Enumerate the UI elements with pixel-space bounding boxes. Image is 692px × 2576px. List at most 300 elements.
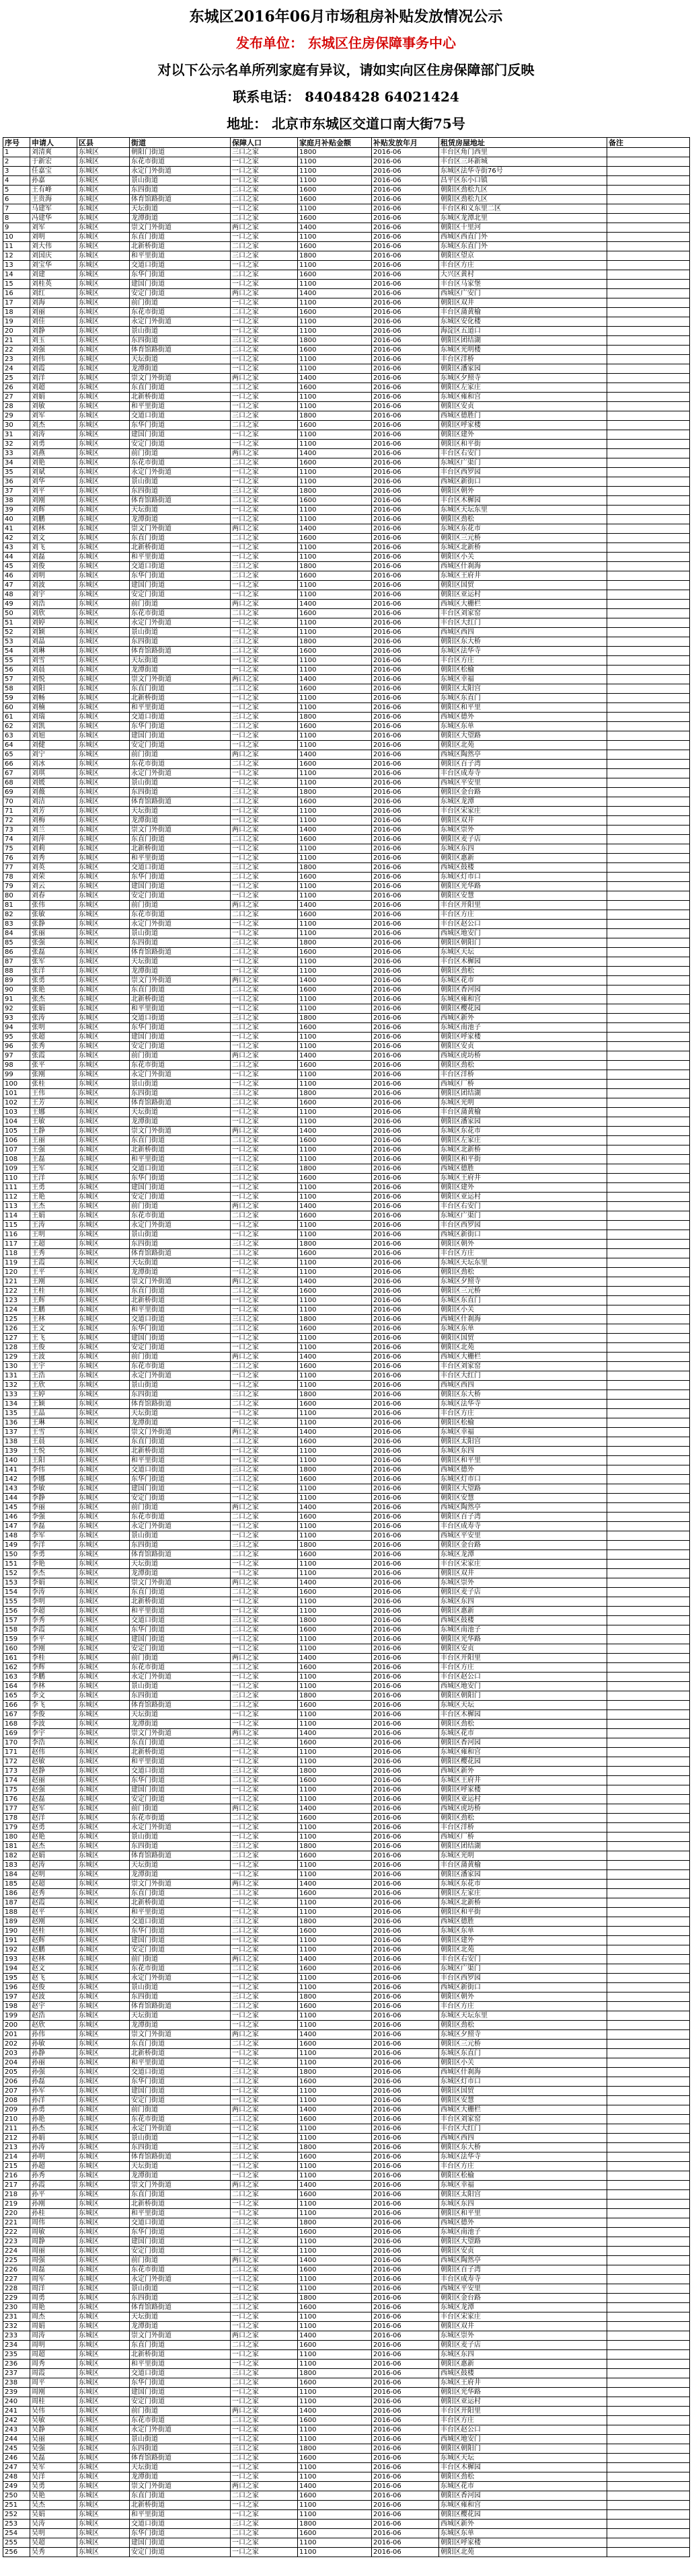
cell-household-size: 一口之家 — [231, 1983, 298, 1993]
cell-street: 前门街道 — [130, 1804, 231, 1814]
cell-applicant: 张伟 — [30, 901, 77, 910]
cell-remarks — [607, 2538, 690, 2548]
table-row — [3, 1456, 690, 1465]
cell-index: 137 — [3, 1428, 30, 1437]
cell-household-size: 一口之家 — [231, 2322, 298, 2331]
table-row — [3, 233, 690, 242]
cell-monthly-subsidy: 1800 — [298, 1465, 372, 1475]
address-label: 地址： — [227, 116, 268, 132]
cell-household-size: 二口之家 — [231, 2378, 298, 2388]
cell-household-size: 一口之家 — [231, 957, 298, 967]
cell-rental-address: 丰台区开阳里 — [439, 901, 607, 910]
cell-district: 东城区 — [77, 2190, 130, 2200]
cell-payment-month: 2016-06 — [372, 1616, 439, 1625]
cell-index: 249 — [3, 2482, 30, 2491]
cell-street: 交道口街道 — [130, 261, 231, 270]
cell-payment-month: 2016-06 — [372, 440, 439, 449]
cell-applicant: 周磊 — [30, 2265, 77, 2275]
table-row — [3, 1268, 690, 1277]
cell-street: 龙潭街道 — [130, 1117, 231, 1127]
cell-street: 崇文门外街道 — [130, 223, 231, 233]
table-row — [3, 722, 690, 731]
cell-remarks — [607, 1193, 690, 1202]
table-row — [3, 534, 690, 543]
cell-district: 东城区 — [77, 1484, 130, 1494]
cell-index: 198 — [3, 2002, 30, 2011]
cell-rental-address: 朝阳区小关 — [439, 1305, 607, 1315]
cell-district: 东城区 — [77, 2247, 130, 2256]
cell-household-size: 一口之家 — [231, 327, 298, 336]
cell-monthly-subsidy: 1800 — [298, 1691, 372, 1701]
table-row — [3, 317, 690, 327]
cell-rental-address: 西城区鼓楼 — [439, 863, 607, 873]
cell-payment-month: 2016-06 — [372, 2265, 439, 2275]
cell-payment-month: 2016-06 — [372, 2510, 439, 2520]
cell-remarks — [607, 1738, 690, 1748]
cell-street: 永定门外街道 — [130, 618, 231, 628]
cell-payment-month: 2016-06 — [372, 2350, 439, 2360]
cell-household-size: 三口之家 — [231, 2143, 298, 2152]
cell-household-size: 一口之家 — [231, 543, 298, 553]
cell-remarks — [607, 713, 690, 722]
cell-applicant: 刘秀 — [30, 854, 77, 863]
cell-applicant: 王超 — [30, 1240, 77, 1249]
cell-index: 34 — [3, 458, 30, 468]
cell-street: 建国门街道 — [130, 280, 231, 289]
table-row — [3, 1494, 690, 1503]
cell-payment-month: 2016-06 — [372, 1080, 439, 1089]
cell-district: 东城区 — [77, 929, 130, 938]
cell-applicant: 刘军 — [30, 223, 77, 233]
cell-street: 东直门街道 — [130, 2491, 231, 2501]
cell-monthly-subsidy: 1800 — [298, 1541, 372, 1550]
cell-monthly-subsidy: 1100 — [298, 844, 372, 854]
cell-applicant: 周涛 — [30, 2331, 77, 2341]
cell-monthly-subsidy: 1100 — [298, 2134, 372, 2143]
cell-payment-month: 2016-06 — [372, 148, 439, 157]
table-row — [3, 336, 690, 346]
cell-household-size: 一口之家 — [231, 1682, 298, 1691]
cell-index: 112 — [3, 1193, 30, 1202]
table-row — [3, 1964, 690, 1974]
table-row — [3, 1814, 690, 1823]
table-row — [3, 1644, 690, 1654]
cell-applicant: 李丽 — [30, 1503, 77, 1513]
cell-applicant: 李伟 — [30, 1465, 77, 1475]
cell-applicant: 刘凯 — [30, 722, 77, 731]
cell-payment-month: 2016-06 — [372, 873, 439, 882]
cell-district: 东城区 — [77, 2021, 130, 2030]
cell-monthly-subsidy: 1100 — [298, 1945, 372, 1955]
cell-household-size: 二口之家 — [231, 2416, 298, 2425]
cell-applicant: 刘英 — [30, 863, 77, 873]
table-row — [3, 637, 690, 647]
cell-district: 东城区 — [77, 1343, 130, 1353]
cell-district: 东城区 — [77, 1889, 130, 1898]
cell-rental-address: 朝阳区和平街 — [439, 1908, 607, 1917]
cell-street: 前门街道 — [130, 298, 231, 308]
cell-district: 东城区 — [77, 1221, 130, 1230]
cell-district: 东城区 — [77, 2209, 130, 2218]
cell-rental-address: 朝阳区樱花园 — [439, 1004, 607, 1014]
cell-household-size: 一口之家 — [231, 1861, 298, 1870]
cell-remarks — [607, 2520, 690, 2529]
cell-monthly-subsidy: 1100 — [298, 167, 372, 176]
cell-district: 东城区 — [77, 703, 130, 713]
cell-district: 东城区 — [77, 2275, 130, 2284]
cell-monthly-subsidy: 1600 — [298, 346, 372, 355]
cell-applicant: 刘军 — [30, 411, 77, 421]
cell-remarks — [607, 760, 690, 769]
cell-street: 东四街道 — [130, 1993, 231, 2002]
cell-applicant: 刘涛 — [30, 430, 77, 440]
cell-remarks — [607, 1936, 690, 1945]
cell-payment-month: 2016-06 — [372, 1409, 439, 1418]
cell-rental-address: 东城区天坛 — [439, 948, 607, 957]
cell-index: 219 — [3, 2200, 30, 2209]
cell-household-size: 三口之家 — [231, 251, 298, 261]
cell-district: 东城区 — [77, 1494, 130, 1503]
cell-payment-month: 2016-06 — [372, 289, 439, 298]
table-row — [3, 2218, 690, 2228]
cell-household-size: 一口之家 — [231, 1597, 298, 1607]
cell-monthly-subsidy: 1600 — [298, 1964, 372, 1974]
cell-applicant: 刘强 — [30, 346, 77, 355]
cell-index: 61 — [3, 713, 30, 722]
cell-street: 前门街道 — [130, 1353, 231, 1362]
cell-rental-address: 东城区花市 — [439, 2482, 607, 2491]
cell-household-size: 一口之家 — [231, 2397, 298, 2407]
cell-street: 交道口街道 — [130, 2068, 231, 2077]
cell-monthly-subsidy: 1800 — [298, 1767, 372, 1776]
cell-street: 崇文门外街道 — [130, 2331, 231, 2341]
table-row — [3, 995, 690, 1004]
cell-district: 东城区 — [77, 1334, 130, 1343]
table-row — [3, 1729, 690, 1738]
cell-district: 东城区 — [77, 844, 130, 854]
table-row — [3, 1993, 690, 2002]
cell-payment-month: 2016-06 — [372, 1927, 439, 1936]
cell-household-size: 一口之家 — [231, 816, 298, 826]
cell-district: 东城区 — [77, 1051, 130, 1061]
cell-street: 交道口街道 — [130, 1767, 231, 1776]
cell-district: 东城区 — [77, 1127, 130, 1136]
cell-monthly-subsidy: 1600 — [298, 1249, 372, 1258]
cell-street: 安定门街道 — [130, 891, 231, 901]
cell-household-size: 二口之家 — [231, 684, 298, 694]
cell-index: 151 — [3, 1560, 30, 1569]
table-row — [3, 1174, 690, 1183]
cell-index: 126 — [3, 1324, 30, 1334]
table-row — [3, 2520, 690, 2529]
cell-rental-address: 朝阳区朝阳门 — [439, 1691, 607, 1701]
cell-applicant: 王欣 — [30, 1381, 77, 1390]
cell-remarks — [607, 2002, 690, 2011]
cell-street: 天坛街道 — [130, 1409, 231, 1418]
cell-remarks — [607, 2425, 690, 2435]
cell-household-size: 一口之家 — [231, 2171, 298, 2181]
cell-remarks — [607, 1607, 690, 1616]
cell-index: 227 — [3, 2275, 30, 2284]
table-row — [3, 2341, 690, 2350]
cell-remarks — [607, 844, 690, 854]
cell-street: 东华门街道 — [130, 2228, 231, 2237]
cell-payment-month: 2016-06 — [372, 1371, 439, 1381]
cell-index: 176 — [3, 1795, 30, 1804]
cell-payment-month: 2016-06 — [372, 2171, 439, 2181]
cell-district: 东城区 — [77, 1268, 130, 1277]
cell-household-size: 两口之家 — [231, 2482, 298, 2491]
cell-payment-month: 2016-06 — [372, 506, 439, 515]
cell-district: 东城区 — [77, 1673, 130, 1682]
cell-household-size: 一口之家 — [231, 1974, 298, 1983]
cell-household-size: 三口之家 — [231, 788, 298, 797]
cell-remarks — [607, 581, 690, 590]
cell-applicant: 周超 — [30, 2350, 77, 2360]
cell-index: 162 — [3, 1663, 30, 1673]
cell-index: 247 — [3, 2463, 30, 2472]
cell-applicant: 王敏 — [30, 1117, 77, 1127]
cell-applicant: 赵敏 — [30, 1757, 77, 1767]
cell-remarks — [607, 854, 690, 863]
cell-index: 154 — [3, 1588, 30, 1597]
table-row — [3, 553, 690, 562]
table-row — [3, 2162, 690, 2171]
cell-payment-month: 2016-06 — [372, 2002, 439, 2011]
cell-rental-address: 东城区北新桥 — [439, 1145, 607, 1155]
cell-household-size: 二口之家 — [231, 1324, 298, 1334]
cell-rental-address: 西城区新外 — [439, 2520, 607, 2529]
table-row — [3, 1823, 690, 1833]
table-row — [3, 675, 690, 684]
cell-payment-month: 2016-06 — [372, 346, 439, 355]
cell-remarks — [607, 1174, 690, 1183]
cell-remarks — [607, 1889, 690, 1898]
cell-household-size: 一口之家 — [231, 2049, 298, 2058]
cell-monthly-subsidy: 1100 — [298, 1456, 372, 1465]
cell-remarks — [607, 251, 690, 261]
table-row — [3, 985, 690, 995]
cell-remarks — [607, 2510, 690, 2520]
cell-household-size: 三口之家 — [231, 637, 298, 647]
cell-index: 24 — [3, 364, 30, 374]
cell-applicant: 赵军 — [30, 1804, 77, 1814]
cell-rental-address: 朝阳区安贞 — [439, 402, 607, 411]
cell-index: 51 — [3, 618, 30, 628]
table-row — [3, 844, 690, 854]
cell-monthly-subsidy: 1100 — [298, 995, 372, 1004]
cell-street: 交道口街道 — [130, 713, 231, 722]
cell-applicant: 王波 — [30, 1353, 77, 1362]
cell-payment-month: 2016-06 — [372, 1993, 439, 2002]
cell-district: 东城区 — [77, 1315, 130, 1324]
cell-index: 72 — [3, 816, 30, 826]
cell-monthly-subsidy: 1100 — [298, 666, 372, 675]
cell-rental-address: 朝阳区安慧 — [439, 891, 607, 901]
cell-remarks — [607, 449, 690, 458]
cell-remarks — [607, 590, 690, 600]
cell-household-size: 一口之家 — [231, 929, 298, 938]
cell-applicant: 吴艳 — [30, 2491, 77, 2501]
cell-applicant: 李鹏 — [30, 1673, 77, 1682]
cell-rental-address: 西城区陶然亭 — [439, 1503, 607, 1513]
cell-rental-address: 东城区东四 — [439, 1597, 607, 1607]
cell-payment-month: 2016-06 — [372, 251, 439, 261]
table-row — [3, 957, 690, 967]
cell-district: 东城区 — [77, 1437, 130, 1447]
cell-applicant: 刘勇 — [30, 440, 77, 449]
table-row — [3, 204, 690, 214]
cell-remarks — [607, 1484, 690, 1494]
cell-index: 117 — [3, 1240, 30, 1249]
cell-payment-month: 2016-06 — [372, 656, 439, 666]
cell-district: 东城区 — [77, 411, 130, 421]
cell-payment-month: 2016-06 — [372, 1117, 439, 1127]
cell-monthly-subsidy: 1400 — [298, 675, 372, 684]
cell-district: 东城区 — [77, 1927, 130, 1936]
cell-rental-address: 西城区新外 — [439, 1014, 607, 1023]
cell-payment-month: 2016-06 — [372, 374, 439, 383]
table-row — [3, 2548, 690, 2557]
cell-rental-address: 东城区法华寺 — [439, 2152, 607, 2162]
cell-index: 20 — [3, 327, 30, 336]
cell-monthly-subsidy: 1100 — [298, 1833, 372, 1842]
cell-monthly-subsidy: 1400 — [298, 901, 372, 910]
cell-payment-month: 2016-06 — [372, 1089, 439, 1098]
cell-monthly-subsidy: 1400 — [298, 289, 372, 298]
cell-street: 天坛街道 — [130, 1710, 231, 1720]
cell-index: 105 — [3, 1127, 30, 1136]
cell-index: 190 — [3, 1927, 30, 1936]
cell-district: 东城区 — [77, 1117, 130, 1127]
cell-applicant: 刘静 — [30, 327, 77, 336]
table-row — [3, 1917, 690, 1927]
table-row — [3, 713, 690, 722]
cell-street: 建国门街道 — [130, 2388, 231, 2397]
cell-remarks — [607, 506, 690, 515]
cell-index: 222 — [3, 2228, 30, 2237]
cell-payment-month: 2016-06 — [372, 2218, 439, 2228]
cell-remarks — [607, 731, 690, 741]
cell-district: 东城区 — [77, 797, 130, 807]
cell-remarks — [607, 2454, 690, 2463]
cell-district: 东城区 — [77, 2105, 130, 2115]
cell-remarks — [607, 1541, 690, 1550]
cell-remarks — [607, 788, 690, 797]
cell-payment-month: 2016-06 — [372, 1654, 439, 1663]
cell-index: 171 — [3, 1748, 30, 1757]
cell-street: 东四街道 — [130, 1240, 231, 1249]
cell-household-size: 一口之家 — [231, 298, 298, 308]
cell-remarks — [607, 336, 690, 346]
table-row — [3, 1155, 690, 1164]
cell-district: 东城区 — [77, 1682, 130, 1691]
cell-household-size: 二口之家 — [231, 2491, 298, 2501]
cell-street: 交道口街道 — [130, 1014, 231, 1023]
cell-applicant: 赵欣 — [30, 2021, 77, 2030]
cell-monthly-subsidy: 1100 — [298, 929, 372, 938]
cell-applicant: 刘健 — [30, 741, 77, 750]
cell-rental-address: 丰台区方庄 — [439, 1409, 607, 1418]
cell-applicant: 刘桂英 — [30, 280, 77, 289]
cell-payment-month: 2016-06 — [372, 2425, 439, 2435]
cell-district: 东城区 — [77, 1324, 130, 1334]
table-row — [3, 1955, 690, 1964]
cell-monthly-subsidy: 1100 — [298, 1418, 372, 1428]
cell-index: 81 — [3, 901, 30, 910]
cell-applicant: 刘宇 — [30, 590, 77, 600]
cell-household-size: 一口之家 — [231, 2247, 298, 2256]
cell-street: 永定门外街道 — [130, 468, 231, 477]
cell-street: 东直门街道 — [130, 1889, 231, 1898]
cell-remarks — [607, 1098, 690, 1108]
cell-district: 东城区 — [77, 336, 130, 346]
cell-monthly-subsidy: 1100 — [298, 2124, 372, 2134]
cell-remarks — [607, 1644, 690, 1654]
table-row — [3, 1080, 690, 1089]
cell-household-size: 两口之家 — [231, 1804, 298, 1814]
cell-applicant: 周杰 — [30, 2312, 77, 2322]
cell-applicant: 张艳 — [30, 985, 77, 995]
cell-index: 93 — [3, 1014, 30, 1023]
cell-applicant: 吴强 — [30, 2444, 77, 2454]
cell-district: 东城区 — [77, 1654, 130, 1663]
cell-remarks — [607, 1080, 690, 1089]
cell-applicant: 刘婷 — [30, 618, 77, 628]
cell-district: 东城区 — [77, 1418, 130, 1428]
cell-payment-month: 2016-06 — [372, 1353, 439, 1362]
cell-remarks — [607, 2360, 690, 2369]
table-row — [3, 1616, 690, 1625]
cell-index: 181 — [3, 1842, 30, 1851]
cell-street: 和平里街道 — [130, 251, 231, 261]
cell-rental-address: 东城区雍和宫 — [439, 2501, 607, 2510]
cell-household-size: 一口之家 — [231, 2435, 298, 2444]
cell-payment-month: 2016-06 — [372, 317, 439, 327]
cell-remarks — [607, 1230, 690, 1240]
cell-index: 179 — [3, 1823, 30, 1833]
cell-remarks — [607, 430, 690, 440]
cell-index: 230 — [3, 2303, 30, 2312]
cell-monthly-subsidy: 1600 — [298, 2265, 372, 2275]
cell-applicant: 张静 — [30, 920, 77, 929]
cell-district: 东城区 — [77, 1428, 130, 1437]
cell-district: 东城区 — [77, 2388, 130, 2397]
table-row — [3, 1221, 690, 1230]
cell-payment-month: 2016-06 — [372, 1795, 439, 1804]
cell-rental-address: 丰台区刘家窑 — [439, 609, 607, 618]
cell-rental-address: 朝阳区潘家园 — [439, 1117, 607, 1127]
cell-rental-address: 丰台区洋桥 — [439, 355, 607, 364]
cell-remarks — [607, 609, 690, 618]
cell-household-size: 一口之家 — [231, 1145, 298, 1155]
cell-index: 199 — [3, 2011, 30, 2021]
cell-remarks — [607, 1221, 690, 1230]
cell-rental-address: 朝阳区松榆 — [439, 1418, 607, 1428]
cell-remarks — [607, 214, 690, 223]
cell-remarks — [607, 1663, 690, 1673]
cell-household-size: 一口之家 — [231, 261, 298, 270]
cell-rental-address: 东城区广渠门 — [439, 1211, 607, 1221]
cell-street: 前门街道 — [130, 600, 231, 609]
table-row — [3, 778, 690, 788]
cell-district: 东城区 — [77, 1136, 130, 1145]
cell-street: 崇文门外街道 — [130, 1880, 231, 1889]
cell-street: 安定门街道 — [130, 1945, 231, 1955]
cell-payment-month: 2016-06 — [372, 1588, 439, 1597]
cell-index: 255 — [3, 2538, 30, 2548]
cell-household-size: 一口之家 — [231, 581, 298, 590]
